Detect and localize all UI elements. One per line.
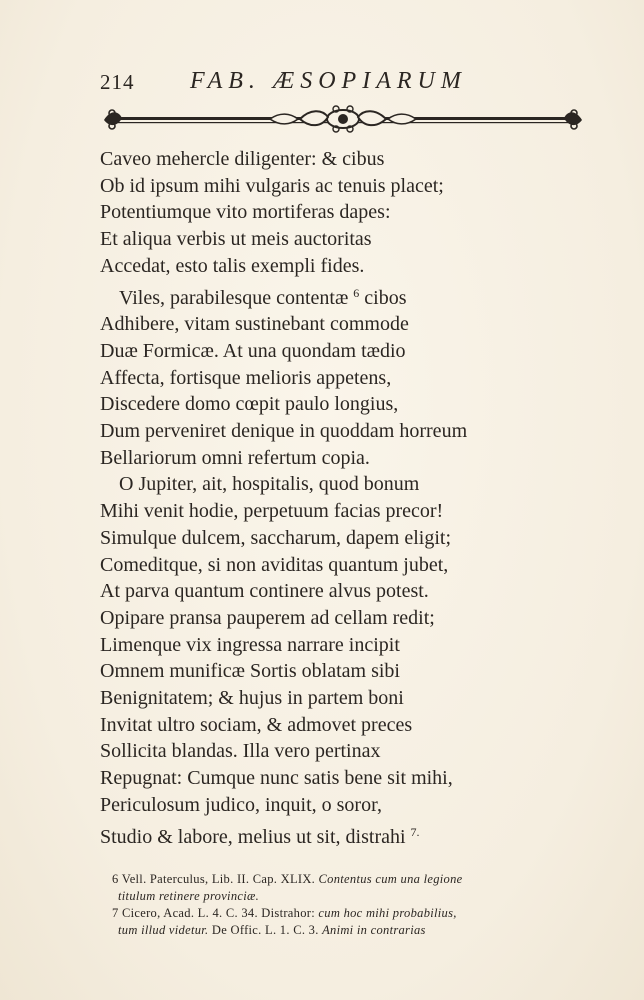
page-number: 214	[100, 70, 135, 94]
text-line: Benignitatem; & hujus in partem boni	[100, 687, 404, 710]
text-line: Potentiumque vito mortiferas dapes:	[100, 201, 391, 224]
footnote-marker: 7.	[410, 824, 420, 839]
text-line: Omnem munificæ Sortis oblatam sibi	[100, 660, 400, 683]
text-line: Bellariorum omni refertum copia.	[100, 446, 370, 469]
footnote-quote: cum hoc mihi probabilius,	[318, 906, 457, 920]
footnote-quote: titulum retinere provinciæ.	[118, 889, 260, 903]
text-line: Comeditque, si non aviditas quantum jubet,	[100, 553, 449, 576]
running-title: FAB. ÆSOPIARUM	[190, 68, 467, 94]
text-line: At parva quantum continere alvus potest.	[100, 580, 429, 603]
text-line: Discedere domo cœpit paulo longius,	[100, 393, 399, 416]
text-line	[100, 819, 520, 851]
footnote-7-continued	[112, 922, 612, 939]
text-line: Invitat ultro sociam, & admovet preces	[100, 713, 413, 736]
footnote-citation: 7 Cicero, Acad. L. 4. C. 34. Distrahor:	[112, 906, 315, 920]
footnote-quote: Animi in contrarias	[322, 923, 426, 937]
footnote-citation: 6 Vell. Paterculus, Lib. II. Cap. XLIX.	[112, 872, 316, 886]
text-line: Accedat, esto talis exempli fides.	[100, 254, 365, 277]
text-line: Adhibere, vitam sustinebant commode	[100, 313, 409, 336]
text-line: Duæ Formicæ. At una quondam tædio	[100, 339, 406, 362]
footnote-citation: De Offic. L. 1. C. 3.	[211, 923, 319, 937]
text-line	[100, 280, 520, 312]
footnote-6-continued	[112, 888, 612, 905]
text-line-part: Studio & labore, melius ut sit, distrahi	[100, 825, 406, 848]
text-line: Dum perveniret denique in quoddam horreum	[100, 420, 468, 443]
text-line: Ob id ipsum mihi vulgaris ac tenuis placet;	[100, 174, 444, 197]
text-line: Opipare pransa pauperem ad cellam redit;	[100, 606, 435, 629]
footnotes	[112, 871, 612, 939]
text-line: Affecta, fortisque melioris appetens,	[100, 366, 392, 389]
footnote-quote: tum illud videtur.	[118, 923, 209, 937]
text-line: Simulque dulcem, saccharum, dapem eligit;	[100, 526, 452, 549]
text-line: Et aliqua verbis ut meis auctoritas	[100, 228, 372, 251]
text-line: Periculosum judico, inquit, o soror,	[100, 793, 382, 816]
decorative-rule-ornament-icon	[100, 104, 586, 134]
poem-text	[100, 146, 520, 850]
text-line: Sollicita blandas. Illa vero pertinax	[100, 740, 381, 763]
footnote-marker: 6	[353, 285, 360, 300]
footnote-quote: Contentus cum una legione	[318, 872, 463, 886]
page-header	[100, 66, 520, 102]
footnote-7	[112, 905, 612, 922]
text-line: Mihi venit hodie, perpetuum facias precor!	[100, 500, 444, 523]
text-line: Repugnat: Cumque nunc satis bene sit mihi,	[100, 767, 453, 790]
text-line: Limenque vix ingressa narrare incipit	[100, 633, 400, 656]
text-line-part: Viles, parabilesque contentæ	[119, 286, 349, 309]
text-line-part: cibos	[364, 286, 407, 309]
text-line: Caveo mehercle diligenter: & cibus	[100, 148, 385, 170]
text-line: O Jupiter, ait, hospitalis, quod bonum	[119, 473, 420, 496]
footnote-6	[112, 871, 612, 888]
